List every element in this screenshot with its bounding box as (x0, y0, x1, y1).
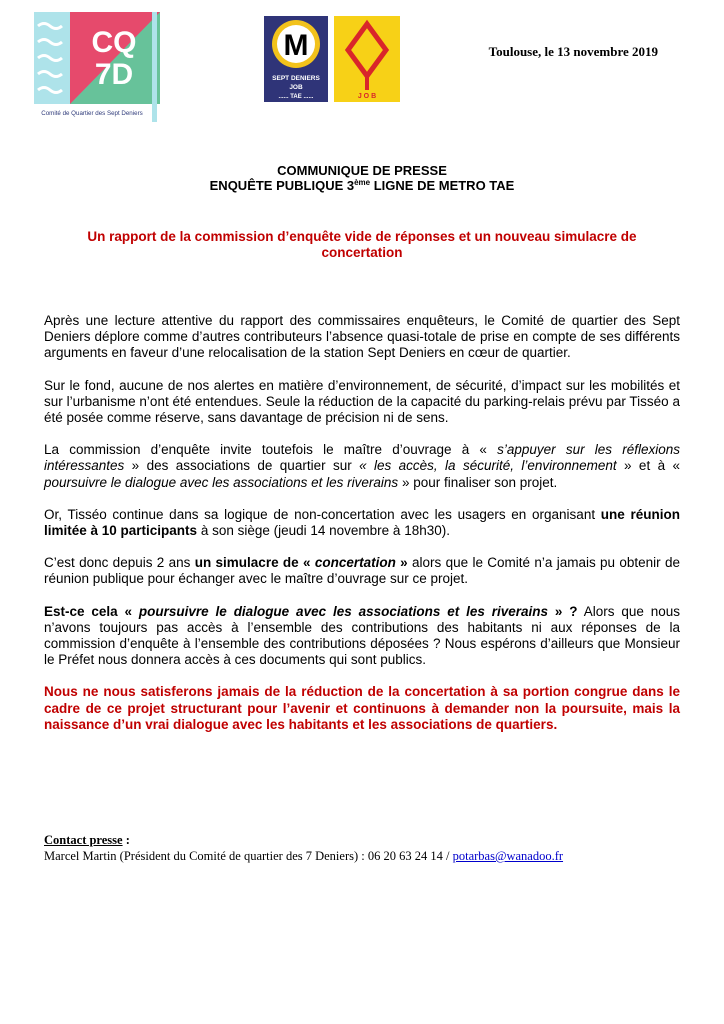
job-caption: J O B (357, 93, 377, 100)
p3-text-c: » des associations de quartier sur (124, 458, 360, 474)
paragraph-7-conclusion: Nous ne nous satisferons jamais de la réduction de la concertation à sa portion congrue dans le cadre de ce projet structurant pour l’avenir et continuons à demander non la poursuite, mais la naissance d’un vrai dialogue avec les habitants et les associations de quartiers. (44, 684, 680, 732)
p3-text-a: La commission d’enquête invite toutefois le maître d’ouvrage à « (44, 442, 498, 458)
p6-bold-a: Est-ce cela « (44, 603, 139, 619)
heading-line-1: COMMUNIQUE DE PRESSE (277, 163, 447, 178)
heading-superscript: ème (354, 178, 371, 187)
p5-bold (195, 555, 408, 570)
heading-line-2-end: LIGNE DE METRO TAE (370, 178, 515, 193)
p3-quote-1: s’appuyer sur les réflexions intéressantes (44, 442, 681, 474)
press-contact (44, 832, 684, 864)
cq7d-caption: Comité de Quartier des Sept Deniers (41, 110, 143, 117)
press-release-body (44, 313, 680, 749)
p6-bold-italic: poursuivre le dialogue avec les associations et les riverains (138, 603, 549, 619)
heading-line-2-start: ENQUÊTE PUBLIQUE 3 (209, 178, 355, 193)
paragraph-4 (44, 507, 680, 539)
p6-text-d: Alors que nous n’avons toujours pas accès à l’ensemble des contributions des habitants ni aux réponses de la commission d’enquête à l’ensemble des contributions déposées ? Nous espérons d’ailleurs que Monsieur le Préfet nous donnera accès à ces documents qui sont publics. (44, 603, 680, 668)
p5-text-a: C’est donc depuis 2 ans (44, 555, 195, 571)
p3-text-e: » et à « (616, 458, 680, 474)
p3-text-g: » pour finaliser son projet. (398, 474, 558, 490)
p3-quote-3: poursuivre le dialogue avec les associations et les riverains (44, 474, 399, 490)
metro-caption-1: SEPT DENIERS (272, 75, 320, 82)
job-logo (334, 16, 400, 102)
press-release-subtitle: Un rapport de la commission d’enquête vide de réponses et un nouveau simulacre de concertation (87, 229, 637, 260)
paragraph-1: Après une lecture attentive du rapport des commissaires enquêteurs, le Comité de quartier des Sept Deniers déplore comme d’autres contributeurs l’absence quasi-totale de prise en compte de ses différents arguments en faveur d’une relocalisation de la station Sept Deniers en cœur de quartier. (44, 313, 680, 361)
p5-bold-d: » (395, 555, 408, 571)
contact-label: Contact presse (44, 833, 123, 847)
contact-details (44, 848, 684, 864)
contact-label-line (44, 832, 684, 848)
p4-text-a: Or, Tisséo continue dans sa logique de non-concertation avec les usagers en organisant (44, 506, 601, 522)
p4-text-c: à son siège (jeudi 14 novembre à 18h30). (197, 523, 450, 539)
press-release-heading (0, 163, 724, 193)
p5-text-e: alors que le Comité n’a jamais pu obtenir de réunion publique pour échanger avec le maître d’ouvrage sur ce projet. (44, 555, 681, 587)
logo-bar (34, 8, 634, 123)
cq7d-letters-bottom: 7D (94, 58, 134, 91)
p5-bold-italic: concertation (314, 555, 396, 571)
paragraph-3 (44, 442, 680, 491)
p4-bold: une réunion limitée à 10 participants (44, 506, 680, 539)
p6-bold-c: » ? (548, 603, 578, 619)
paragraph-5 (44, 555, 680, 587)
paragraph-6 (44, 604, 680, 669)
paragraph-2: Sur le fond, aucune de nos alertes en matière d’environnement, de sécurité, d’impact sur les mobilités et sur l’urbanisme n’ont été entendues. Seule la réduction de la capacité du parking-relais prévu par Tisséo a été posée comme réserve, sans davantage de précision ni de sens. (44, 377, 680, 426)
metro-letter: M (283, 29, 309, 62)
p6-bold (44, 604, 578, 619)
p5-bold-a: un simulacre de « (194, 555, 315, 571)
metro-caption-3: ...... TAE ...... (278, 94, 314, 100)
contact-email-link[interactable]: potarbas@wanadoo.fr (452, 849, 564, 863)
p3-quote-2: « les accès, la sécurité, l’environnement (359, 458, 617, 474)
metro-logo (264, 16, 328, 102)
contact-person: Marcel Martin (Président du Comité de quartier des 7 Deniers) : 06 20 63 24 14 / (44, 849, 453, 863)
document-date: Toulouse, le 13 novembre 2019 (488, 44, 658, 59)
metro-caption-2: JOB (289, 84, 303, 91)
cq7d-letters-top: CQ (91, 26, 137, 59)
cq7d-logo (34, 12, 160, 122)
heading-line-2 (0, 178, 724, 193)
contact-label-suffix: : (122, 833, 130, 847)
